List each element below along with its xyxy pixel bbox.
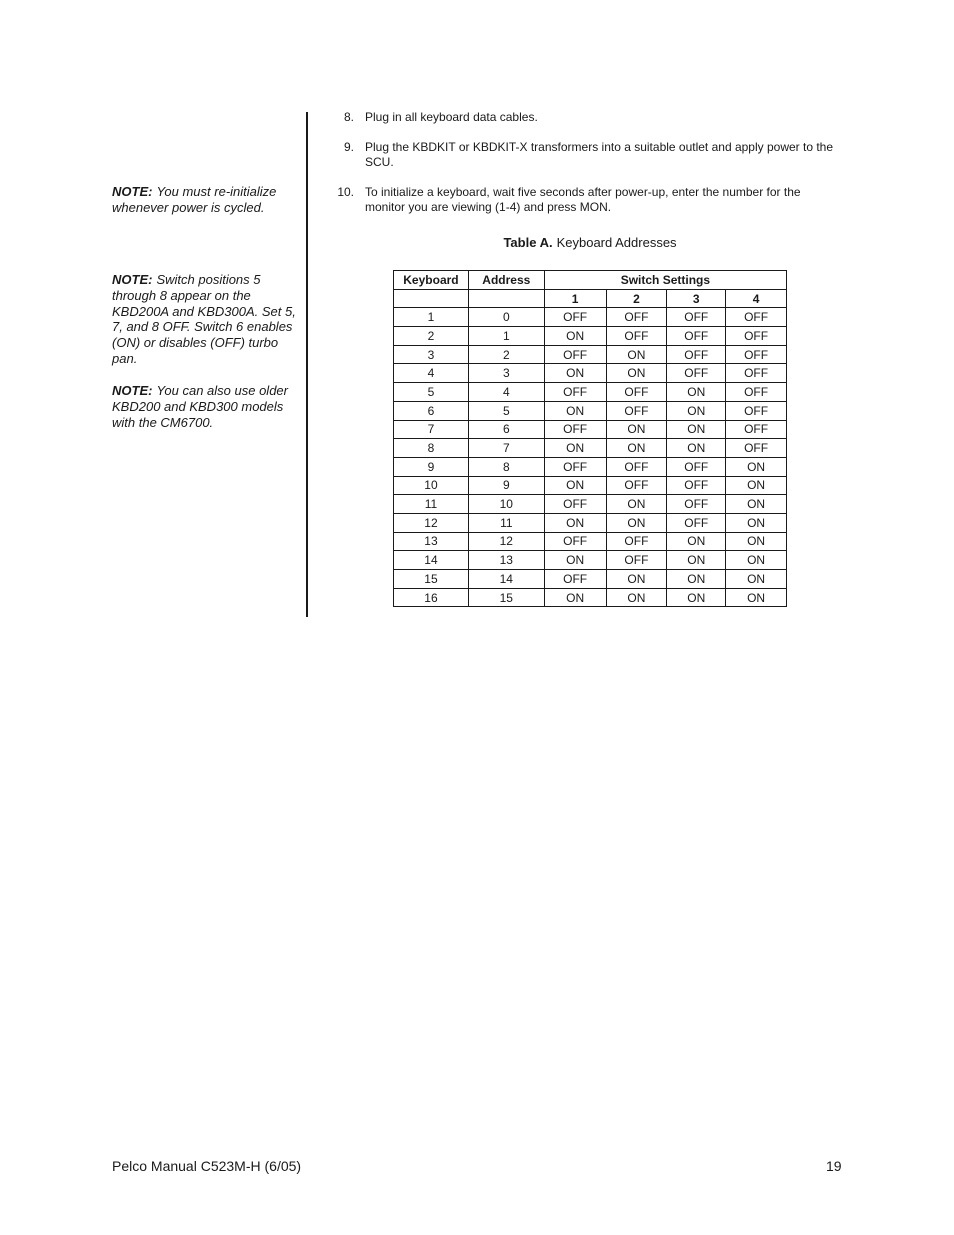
cell-switch-3: OFF [667, 308, 726, 327]
cell-switch-4: OFF [726, 401, 787, 420]
cell-keyboard: 7 [394, 420, 469, 439]
cell-switch-2: ON [606, 570, 667, 589]
cell-switch-4: ON [726, 551, 787, 570]
cell-keyboard: 16 [394, 588, 469, 607]
cell-switch-3: ON [667, 439, 726, 458]
table-caption-label: Table A. [503, 235, 553, 250]
keyboard-address-table [393, 270, 787, 607]
cell-switch-1: ON [544, 551, 606, 570]
header-switch-4: 4 [726, 289, 787, 308]
cell-switch-3: ON [667, 551, 726, 570]
cell-switch-2: OFF [606, 551, 667, 570]
cell-switch-4: OFF [726, 345, 787, 364]
table-subheader-row [394, 289, 787, 308]
cell-keyboard: 5 [394, 383, 469, 402]
cell-address: 1 [468, 327, 544, 346]
cell-switch-1: ON [544, 439, 606, 458]
cell-switch-4: ON [726, 457, 787, 476]
table-row [394, 439, 787, 458]
note-older-models [112, 383, 297, 430]
cell-switch-1: ON [544, 327, 606, 346]
cell-switch-1: OFF [544, 457, 606, 476]
table-row [394, 495, 787, 514]
cell-switch-2: ON [606, 439, 667, 458]
table-row [394, 345, 787, 364]
cell-address: 13 [468, 551, 544, 570]
table-row [394, 476, 787, 495]
table-header-row [394, 271, 787, 290]
footer-manual-title: Pelco Manual C523M-H (6/05) [112, 1158, 302, 1174]
table-row [394, 457, 787, 476]
cell-switch-2: ON [606, 420, 667, 439]
table-row [394, 383, 787, 402]
cell-switch-2: ON [606, 513, 667, 532]
cell-keyboard: 3 [394, 345, 469, 364]
table-caption-title: Keyboard Addresses [556, 235, 677, 250]
cell-switch-2: ON [606, 364, 667, 383]
header-address: Address [468, 271, 544, 290]
cell-address: 10 [468, 495, 544, 514]
cell-switch-1: OFF [544, 420, 606, 439]
step-number: 9. [343, 140, 354, 154]
cell-switch-2: OFF [606, 401, 667, 420]
cell-address: 12 [468, 532, 544, 551]
cell-keyboard: 8 [394, 439, 469, 458]
vertical-divider [306, 112, 308, 617]
step-text: To initialize a keyboard, wait five seconds after power-up, enter the number for the monitor you are viewing (1-4) and press MON. [365, 185, 801, 214]
note-text: You must re-initialize whenever power is cycled. [112, 184, 277, 215]
cell-switch-3: ON [667, 588, 726, 607]
cell-switch-3: OFF [667, 495, 726, 514]
cell-switch-4: ON [726, 495, 787, 514]
cell-address: 4 [468, 383, 544, 402]
table-row [394, 551, 787, 570]
cell-switch-1: OFF [544, 570, 606, 589]
cell-switch-4: OFF [726, 383, 787, 402]
step-number: 10. [337, 185, 354, 199]
cell-switch-1: ON [544, 476, 606, 495]
cell-address: 8 [468, 457, 544, 476]
cell-switch-1: OFF [544, 532, 606, 551]
cell-address: 9 [468, 476, 544, 495]
table-row [394, 401, 787, 420]
cell-switch-2: OFF [606, 383, 667, 402]
cell-switch-3: OFF [667, 513, 726, 532]
cell-switch-1: ON [544, 588, 606, 607]
table-row [394, 570, 787, 589]
cell-address: 7 [468, 439, 544, 458]
note-label: NOTE: [112, 272, 153, 287]
table-body [394, 308, 787, 607]
cell-switch-3: ON [667, 570, 726, 589]
cell-keyboard: 14 [394, 551, 469, 570]
cell-switch-2: OFF [606, 327, 667, 346]
cell-switch-1: OFF [544, 345, 606, 364]
cell-switch-2: ON [606, 495, 667, 514]
cell-switch-2: ON [606, 345, 667, 364]
cell-address: 2 [468, 345, 544, 364]
header-switch-3: 3 [667, 289, 726, 308]
header-keyboard: Keyboard [394, 271, 469, 290]
table-row [394, 588, 787, 607]
cell-switch-4: OFF [726, 327, 787, 346]
cell-keyboard: 12 [394, 513, 469, 532]
cell-switch-4: ON [726, 476, 787, 495]
note-reinitialize [112, 184, 297, 216]
header-switch-2: 2 [606, 289, 667, 308]
cell-switch-3: ON [667, 401, 726, 420]
cell-switch-1: OFF [544, 495, 606, 514]
cell-switch-4: OFF [726, 439, 787, 458]
cell-keyboard: 15 [394, 570, 469, 589]
cell-address: 11 [468, 513, 544, 532]
table-row [394, 364, 787, 383]
header-empty [468, 289, 544, 308]
cell-switch-2: ON [606, 588, 667, 607]
cell-switch-3: OFF [667, 327, 726, 346]
cell-switch-1: OFF [544, 383, 606, 402]
cell-keyboard: 1 [394, 308, 469, 327]
cell-switch-1: OFF [544, 308, 606, 327]
cell-address: 6 [468, 420, 544, 439]
step-text: Plug the KBDKIT or KBDKIT-X transformers into a suitable outlet and apply power to the SCU. [365, 140, 834, 169]
step-text: Plug in all keyboard data cables. [365, 110, 538, 124]
cell-keyboard: 2 [394, 327, 469, 346]
cell-keyboard: 11 [394, 495, 469, 514]
note-label: NOTE: [112, 383, 153, 398]
cell-switch-4: OFF [726, 420, 787, 439]
cell-switch-3: OFF [667, 345, 726, 364]
cell-address: 14 [468, 570, 544, 589]
note-label: NOTE: [112, 184, 153, 199]
cell-switch-4: OFF [726, 308, 787, 327]
footer-page-number: 19 [826, 1158, 842, 1174]
cell-switch-3: ON [667, 532, 726, 551]
cell-switch-4: ON [726, 532, 787, 551]
cell-switch-2: OFF [606, 476, 667, 495]
cell-address: 15 [468, 588, 544, 607]
cell-keyboard: 9 [394, 457, 469, 476]
cell-switch-3: ON [667, 383, 726, 402]
cell-switch-3: OFF [667, 457, 726, 476]
step-number: 8. [343, 110, 354, 124]
cell-switch-4: ON [726, 588, 787, 607]
table-row [394, 420, 787, 439]
cell-keyboard: 13 [394, 532, 469, 551]
table-caption [393, 235, 787, 250]
note-text: You can also use older KBD200 and KBD300 models with the CM6700. [112, 383, 288, 430]
note-text: Switch positions 5 through 8 appear on the KBD200A and KBD300A. Set 5, 7, and 8 OFF. Switch 6 enables (ON) or disables (OFF) turbo pan. [112, 272, 296, 366]
cell-switch-1: ON [544, 364, 606, 383]
cell-keyboard: 4 [394, 364, 469, 383]
cell-address: 5 [468, 401, 544, 420]
cell-keyboard: 6 [394, 401, 469, 420]
cell-switch-3: OFF [667, 364, 726, 383]
cell-switch-2: OFF [606, 457, 667, 476]
cell-switch-3: ON [667, 420, 726, 439]
cell-keyboard: 10 [394, 476, 469, 495]
note-switch-positions [112, 272, 297, 367]
table-row [394, 327, 787, 346]
header-switch-settings: Switch Settings [544, 271, 786, 290]
cell-address: 3 [468, 364, 544, 383]
cell-switch-4: OFF [726, 364, 787, 383]
table-row [394, 308, 787, 327]
cell-switch-2: OFF [606, 532, 667, 551]
cell-switch-4: ON [726, 513, 787, 532]
header-empty [394, 289, 469, 308]
cell-address: 0 [468, 308, 544, 327]
cell-switch-2: OFF [606, 308, 667, 327]
cell-switch-3: OFF [667, 476, 726, 495]
cell-switch-4: ON [726, 570, 787, 589]
table-row [394, 532, 787, 551]
cell-switch-1: ON [544, 401, 606, 420]
header-switch-1: 1 [544, 289, 606, 308]
table-row [394, 513, 787, 532]
cell-switch-1: ON [544, 513, 606, 532]
